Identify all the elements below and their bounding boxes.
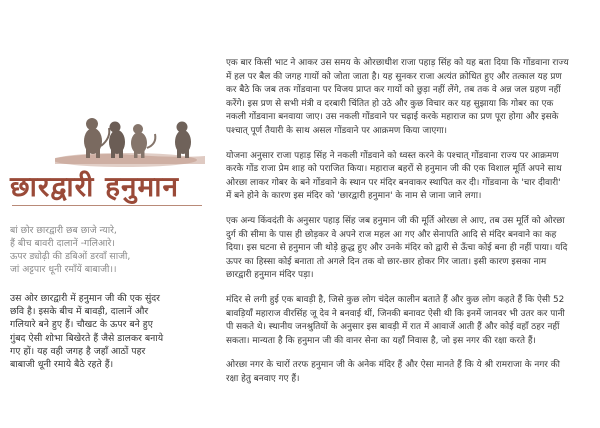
- text-line: एक अन्य किंवदंती के अनुसार पहाड़ सिंह जब हनुमान जी की मूर्ति ओरछा ले आए, तब उस मूर्ति को ओरछा: [226, 215, 565, 226]
- page-title: छारद्वारी हनुमान: [10, 170, 180, 203]
- poem-line: जां अट्टपार धूनी रमाँयें बाबाजी।।: [10, 264, 117, 275]
- text-line: छवि है। इसके बीच में बावड़ी, दालानें और: [10, 306, 149, 318]
- text-line: उस ओर छारद्वारी में हनुमान जी की एक सुंदर: [10, 293, 160, 304]
- text-line: गुंबद ऐसी शोभा बिखेरते हैं जैसे डालकर बनाये: [10, 332, 164, 344]
- text-line: में बने होने के कारण इस मंदिर को 'छारद्वारी हनुमान' के नाम से जाना जाने लगा।: [226, 191, 482, 202]
- left-column: [0, 0, 213, 428]
- text-line: गलियारे बने हुए हैं। चौखट के ऊपर बने हुए: [10, 319, 153, 331]
- monkeys-illustration: [55, 108, 205, 168]
- text-line: छारद्वारी हनुमान मंदिर पड़ा।: [226, 270, 314, 281]
- text-line: नकली गोंडवाना बनवाया जाए। उस नकली गोंडवाने पर चढ़ाई करके महाराज का प्रण पूरा होगा और इसके: [226, 112, 559, 123]
- text-line: बाबाजी धूनी रमाये बैठे रहते हैं।: [10, 359, 114, 371]
- text-line: दिया। इस घटना से हनुमान जी थोड़े क्रुद्ध हुए और उनके मंदिर को द्वारी से ऊँचा कोई बना ही नहीं पाया। यदि: [226, 243, 568, 254]
- text-line: ओरछा नगर के चारों तरफ हनुमान जी के अनेक मंदिर हैं और ऐसा मानते हैं कि ये श्री रामराजा के नगर की: [226, 360, 560, 371]
- poem-line: ऊपर ड्योढ़ी की डबिओं डरवाँ साजी,: [10, 251, 131, 262]
- text-line: कर बैठे कि जब तक गोंडवाना पर विजय प्राप्त कर गायों को छुड़ा नहीं लेंगे, तब तक वे अन्न जल ग्रहण नहीं: [226, 85, 561, 96]
- text-line: एक बार किसी भाट ने आकर उस समय के ओरछाधीश राजा पहाड़ सिंह को यह बता दिया कि गोंडवाना राज्य: [226, 58, 569, 68]
- text-line: सकता। मान्यता है कि हनुमान जी की वानर सेना का यहाँ निवास है, जो इस नगर की रक्षा करते हैं।: [226, 335, 536, 346]
- text-line: करके गोंड राजा प्रेम शाह को पराजित किया। महाराज बहरों से हनुमान जी की एक विशाल मूर्ति अपने साथ: [226, 164, 562, 175]
- text-line: ऊपर का हिस्सा कोई बनाता तो अगले दिन तक वो छार-छार होकर गिर जाता। इसी कारण इसका नाम: [226, 256, 547, 267]
- text-line: मंदिर से लगी हुई एक बावड़ी है, जिसे कुछ लोग चंदेल कालीन बताते हैं और कुछ लोग कहते हैं कि ऐसी 52: [226, 294, 565, 305]
- text-line: गए हों। यह वही जगह है जहाँ आठों पहर: [10, 345, 146, 357]
- text-line: ओरछा लाकर गोबर के बने गोंडवाने के स्थान पर मंदिर बनवाकर स्थापित कर दी। गोंडवाना के 'चार दीवारी': [226, 177, 561, 188]
- poem-line: हैं बीच बावरी दालानें -गलिआरे।: [10, 238, 115, 249]
- poem-explanation: [10, 292, 210, 371]
- text-line: बावड़ियाँ महाराज वीरसिंह जू देव ने बनवाई थीं, जिनकी बनावट ऐसी थी कि इनमें जानवर भी उतर कर पानी: [226, 308, 565, 319]
- text-line: रक्षा हेतु बनवाए गए हैं।: [226, 373, 300, 384]
- text-line: करेंगे। इस प्रण से सभी मंत्री व दरबारी चिंतित हो उठे और कुछ विचार कर यह सुझाया कि गोबर का एक: [226, 98, 554, 109]
- text-line: दुर्ग की सीमा के पास ही छोड़कर वे अपने राज महल आ गए और सेनापति आदि से मंदिर बनवाने का कह: [226, 229, 557, 240]
- text-line: योजना अनुसार राजा पहाड़ सिंह ने नकली गोंडवाने को ध्वस्त करने के पश्चात् गोंडवाना राज्य पर आक्रमण: [226, 150, 559, 161]
- main-text: [226, 46, 594, 397]
- text-line: पी सकते थे। स्थानीय जनश्रुतियों के अनुसार इस बावड़ी में रात में आवाजें आती हैं और कोई वहाँ ठहर नहीं: [226, 322, 560, 333]
- poem-verse: [10, 224, 210, 276]
- text-line: में हल पर बैल की जगह गायों को जोता जाता है। यह सुनकर राजा अत्यंत क्रोधित हुए और तत्काल यह प्रण: [226, 71, 562, 82]
- text-line: पश्चात् पूर्ण तैयारी के साथ असल गोंडवाने पर आक्रमण किया जाएगा।: [226, 125, 447, 136]
- poem-line: बां छोर छारद्वारी छब छाजे न्यारे,: [10, 225, 117, 236]
- title-divider: [12, 205, 202, 206]
